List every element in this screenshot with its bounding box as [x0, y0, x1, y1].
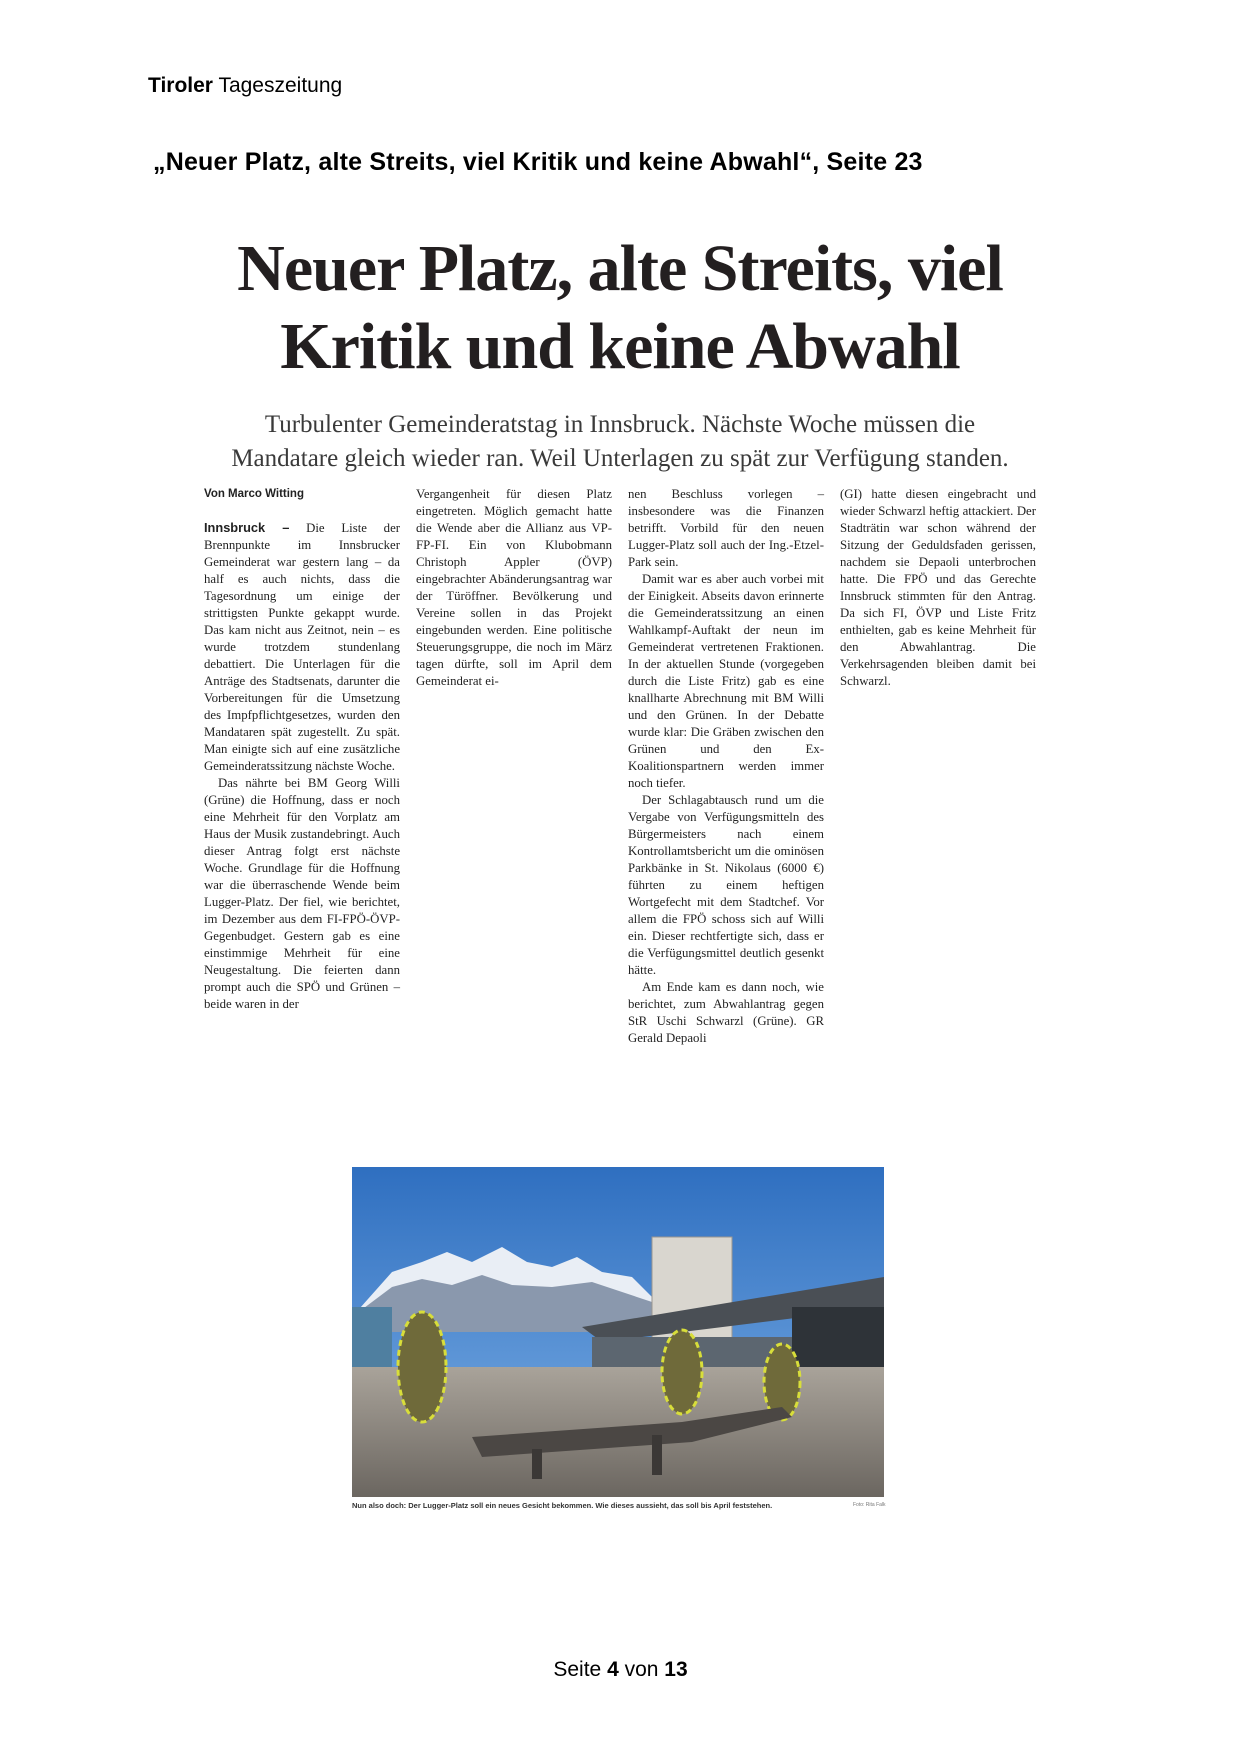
- subhead-line-1: Turbulenter Gemeinderatstag in Innsbruck. Nächste Woche müssen die: [264, 411, 976, 438]
- headline-line-2: Kritik und keine Abwahl: [280, 310, 960, 383]
- page-number: [0, 1658, 1241, 1682]
- photo-caption: Nun also doch: Der Lugger-Platz soll ein neues Gesicht bekommen. Wie dieses aussieht, das soll bis April feststehen.: [352, 1501, 773, 1510]
- paragraph: Am Ende kam es dann noch, wie berichtet, zum Abwahlantrag gegen StR Uschi Schwarzl (Grüne). GR Gerald Depaoli: [628, 980, 824, 1045]
- column-3: [628, 486, 824, 1047]
- page-prefix: Seite: [553, 1658, 602, 1681]
- paragraph: [204, 519, 400, 775]
- paragraph: (GI) hatte diesen eingebracht und wieder Schwarzl heftig attackiert. Der Stadträtin war schon während der Sitzung der Geduldsfaden gerissen, nachdem sie Depaoli unterbrochen hatte. Die FPÖ und das Gerechte Innsbruck stimmten für den Antrag. Da sich FI, ÖVP und Liste Fritz enthielten, gab es keine Mehrheit für den Abwahlantrag. Die Verkehrsagenden bleiben damit bei Schwarzl.: [840, 487, 1036, 688]
- subhead-line-2: Mandatare gleich wieder ran. Weil Unterlagen zu spät zur Verfügung standen.: [231, 445, 1009, 472]
- byline: Von Marco Witting: [204, 488, 304, 500]
- column-1: [204, 486, 400, 1013]
- dateline: Innsbruck –: [204, 520, 290, 535]
- article-clipping: [200, 230, 1040, 476]
- page-total: 13: [664, 1658, 688, 1681]
- page-middle: von: [624, 1658, 659, 1681]
- paragraph: Der Schlagabtausch rund um die Vergabe von Verfügungsmitteln des Bürgermeisters nach einem Kontrollamtsbericht um die ominösen Parkbänke in St. Nikolaus (6000 €) führten zu einem heftigen Wortgefecht mit dem Stadtchef. Vor allem die FPÖ schoss sich auf Willi ein. Dieser rechtfertigte sich, dass er die Verfügungsmittel deutlich gesenkt hätte.: [628, 793, 824, 977]
- paragraph-text: Die Liste der Brennpunkte im Innsbrucker Gemeinderat war gestern lang – da half es auch nichts, dass die Tagesordnung um einige der strittigsten Punkte gekappt wurde. Das kam nicht aus Zeitnot, nein – es wurde trotzdem stundenlang debattiert. Die Unterlagen für die Anträge des Stadtsenats, darunter die Vorbereitungen für die Umsetzung des Impfpflichtgesetzes, wurden den Mandataren spät zugestellt. Zu spät. Man einigte sich auf eine zusätzliche Gemeinderatssitzung nächste Woche.: [204, 521, 401, 773]
- article-subhead: [200, 408, 1040, 476]
- publication-name-bold: Tiroler: [148, 74, 213, 97]
- column-2: [416, 486, 612, 690]
- article-body: [204, 486, 1034, 1106]
- article-photo: [352, 1167, 884, 1497]
- page-current: 4: [607, 1658, 619, 1681]
- document-title: „Neuer Platz, alte Streits, viel Kritik und keine Abwahl“, Seite 23: [153, 148, 923, 176]
- publication-name-rest: Tageszeitung: [218, 74, 343, 97]
- publication-name: [148, 74, 342, 98]
- article-headline: [200, 230, 1040, 386]
- headline-line-1: Neuer Platz, alte Streits, viel: [237, 232, 1003, 305]
- paragraph: Vergangenheit für diesen Platz eingetreten. Möglich gemacht hatte die Wende aber die Allianz aus VP-FP-FI. Ein von Klubobmann Christoph Appler (ÖVP) eingebrachter Abänderungsantrag war der Türöffner. Bevölkerung und Vereine sollen in das Projekt eingebunden werden. Eine politische Steuerungsgruppe, die noch im März tagen dürfte, soll im April dem Gemeinderat ei-: [416, 487, 612, 688]
- paragraph: Damit war es aber auch vorbei mit der Einigkeit. Abseits davon erinnerte die Gemeinderatssitzung an einen Wahlkampf-Auftakt der neun im Gemeinderat vertretenen Fraktionen. In der aktuellen Stunde (vorgegeben durch die Liste Fritz) gab es eine knallharte Abrechnung mit BM Willi und den Grünen. In der Debatte wurde klar: Die Gräben zwischen den Grünen und den Ex-Koalitionspartnern werden immer noch tiefer.: [628, 572, 824, 790]
- paragraph: Das nährte bei BM Georg Willi (Grüne) die Hoffnung, dass er noch eine Mehrheit für den Vorplatz am Haus der Musik zustandebringt. Auch dieser Antrag folgt erst nächste Woche. Grundlage für die Hoffnung war die überraschende Wende beim Lugger-Platz. Der fiel, wie berichtet, im Dezember aus dem FI-FPÖ-ÖVP-Gegenbudget. Gestern gab es eine einstimmige Mehrheit für eine Neugestaltung. Die feierten dann prompt auch die SPÖ und Grünen – beide waren in der: [204, 776, 400, 1011]
- column-4: [840, 486, 1036, 690]
- paragraph: nen Beschluss vorlegen – insbesondere was die Finanzen betrifft. Vorbild für den neuen Lugger-Platz soll auch der Ing.-Etzel-Park sein.: [628, 487, 824, 569]
- photo-credit: Foto: Rita Falk: [853, 1502, 886, 1508]
